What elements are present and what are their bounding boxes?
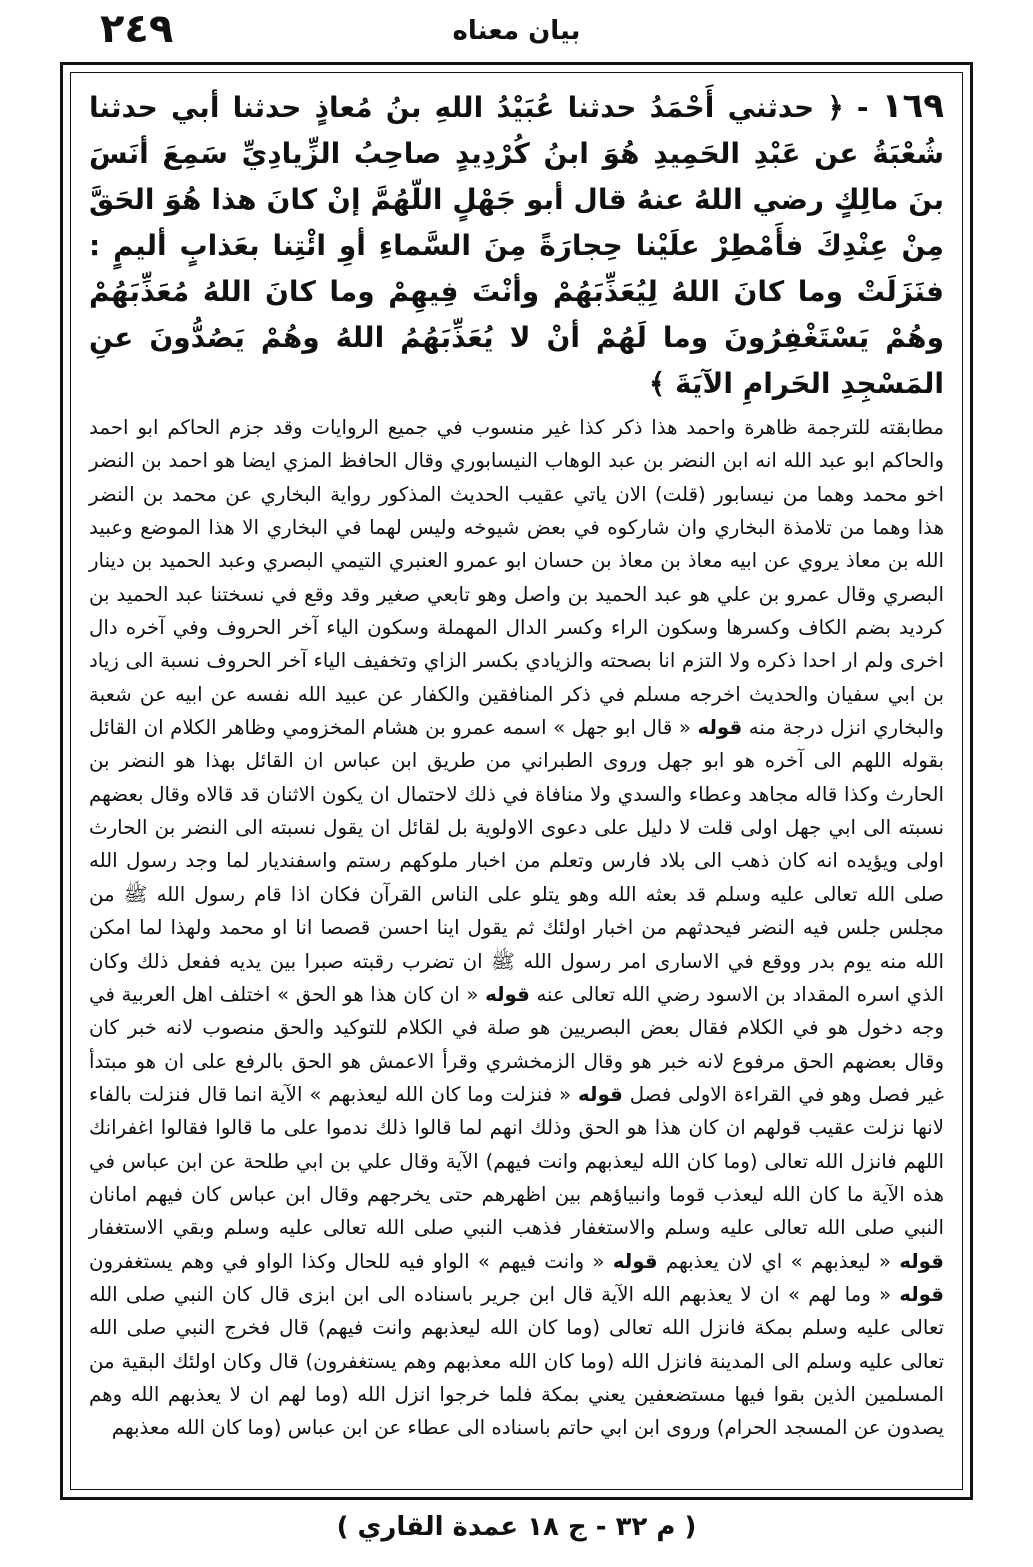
qawluhu-label: قوله bbox=[578, 1082, 623, 1106]
qawluhu-label: قوله bbox=[899, 1282, 944, 1306]
commentary-paragraph: مطابقته للترجمة ظاهرة واحمد هذا ذكر كذا غير منسوب في جميع الروايات وقد جزم الحاكم ابو احمد والحاكم ابو عبد الله انه ابن النضر بن عبد الوهاب النيسابوري وقال الحافظ المزي ايضا هو احمد بن النضر اخو محمد وهما من نيسابور (قلت) الان ياتي عقيب الحديث المذكور رواية البخاري عن محمد بن النضر هذا وهما من تلامذة البخاري وان شاركوه في بعض شيوخه وليس لهما في البخاري الا هذا الموضع وعبيد الله بن معاذ يروي عن ابيه معاذ بن معاذ بن حسان ابو عمرو العنبري التيمي البصري وعبد الحميد بن دينار البصري وقال عمرو بن علي هو عبد الحميد بن واصل وهو تابعي صغير وقد وقع في نسختنا عبد الحميد بن كرديد بضم الكاف وكسرها وسكون الراء وكسر الدال المهملة وسكون الياء آخر الحروف وفي آخره دال اخرى ولم ار احدا ذكره ولا التزم انا بصحته والزيادي بكسر الزاي وتخفيف الياء آخر الحروف نسبة الى زياد بن ابي سفيان والحديث اخرجه مسلم في ذكر المنافقين والكفار عن عبيد الله نفسه عن ابيه عن شعبة والبخاري انزل درجة منه bbox=[89, 416, 944, 740]
commentary-paragraph: انما قال فنزلت بالفاء لانها نزلت عقيب قولهم ان كان هذا هو الحق وذلك انهم لما قالوا ذلك ندموا على ما قالوا فقالوا اغفرانك اللهم فانزل الله تعالى (وما كان الله ليعذبهم وانت فيهم) الآية وقال علي بن ابي طلحة عن ابن عباس في هذه الآية ما كان الله ليعذب قوما وانبياؤهم بين اظهرهم حتى يخرجهم وقال ابن عباس كان فيهم امانان النبي صلى الله تعالى عليه وسلم والاستغفار فذهب النبي صلى الله تعالى عليه وسلم وبقي الاستغفار bbox=[89, 1082, 944, 1240]
commentary-paragraph: اسمه عمرو بن هشام المخزومي وظاهر الكلام ان القائل بقوله اللهم الى آخره هو ابو جهل وروى الطبراني من طريق ابن عباس ان القائل بهذا هو النضر بن الحارث وكذا قاله مجاهد وعطاء والسدي ولا منافاة في ذلك لاحتمال ان يكون الاثنان قد قالاه وقال بعضهم نسبته الى ابي جهل اولى قلت لا دليل على دعوى الاولوية بل لقائل ان يقول نسبته الى النضر بن الحارث اولى ويؤيده انه كان ذهب الى بلاد فارس وتعلم من اخبار ملوكهم رستم واسفنديار لما وجد رسول الله صلى الله تعالى عليه وسلم قد بعثه الله وهو يتلو على الناس القرآن فكان اذا قام رسول الله ﷺ من مجلس جلس فيه النضر فيحدثهم من اخبار اولئك ثم يقول اينا احسن قصصا انا او محمد ولهذا لما امكن الله منه يوم بدر ووقع في الاسارى امر رسول الله ﷺ ان تضرب رقبته صبرا بين يديه ففعل ذلك وكان الذي اسره المقداد بن الاسود رضي الله تعالى عنه bbox=[89, 716, 944, 1006]
page-header bbox=[40, 6, 993, 56]
qawluhu-label: قوله bbox=[612, 1249, 658, 1273]
running-title: بيان معناه bbox=[452, 16, 581, 46]
signature-mark: ( م ٣٢ - ج ١٨ عمدة القاري ) bbox=[336, 1512, 697, 1542]
lemma: « قال ابو جهل » bbox=[553, 716, 691, 740]
page-border bbox=[60, 62, 973, 1500]
lemma: « فنزلت وما كان الله ليعذبهم » الآية bbox=[269, 1082, 572, 1106]
commentary-paragraph: ان لا يعذبهم الله الآية قال ابن جرير باسناده الى ابن ابزى قال كان النبي صلى الله تعالى عليه وسلم بمكة فانزل الله تعالى (وما كان الله ليعذبهم وانت فيهم) قال فخرج النبي صلى الله تعالى عليه وسلم الى المدينة فانزل الله (وما كان الله معذبهم وهم يستغفرون) قال وكان اولئك البقية من المسلمين الذين بقوا فيها مستضعفين يعني بمكة فلما خرجوا انزل الله (وما لهم ان لا يعذبهم الله وهم يصدون عن المسجد الحرام) وروى ابن ابي حاتم باسناده الى عطاء عن ابن عباس (وما كان الله معذبهم bbox=[89, 1282, 944, 1440]
commentary-paragraph: الواو فيه للحال وكذا الواو في وهم يستغفرون bbox=[89, 1249, 470, 1273]
lemma: « ان كان هذا هو الحق » bbox=[277, 982, 479, 1006]
commentary-paragraph: اي لان يعذبهم bbox=[665, 1249, 783, 1273]
qawluhu-label: قوله bbox=[697, 716, 743, 740]
commentary-paragraph: اختلف اهل العربية في وجه دخول هو في الكلام فقال بعض البصريين هو صلة في الكلام للتوكيد والحق منصوب لانه خبر كان وقال بعضهم الحق مرفوع لانه خبر هو وقال الزمخشري وقرأ الاعمش هو الحق بالرفع على ان هو مبتدأ غير فصل وهو في القراءة الاولى فصل bbox=[89, 982, 944, 1106]
lemma: « ليعذبهم » bbox=[790, 1249, 891, 1273]
hadith-dash: - bbox=[843, 91, 882, 124]
lemma: « وما لهم » bbox=[787, 1282, 892, 1306]
hadith-opening-bracket: ﴿ bbox=[827, 91, 844, 124]
hadith-number: ١٦٩ bbox=[881, 86, 944, 126]
qawluhu-label: قوله bbox=[899, 1249, 944, 1273]
hadith-body: أَحْمَدُ حدثنا عُبَيْدُ اللهِ بنُ مُعاذٍ حدثنا أبي حدثنا شُعْبَةُ عن عَبْدِ الحَمِيدِ هُوَ ابنُ كُرْدِيدٍ صاحِبُ الزِّيادِيِّ سَمِعَ أنَسَ بنَ مالِكٍ رضي اللهُ عنهُ قال أبو جَهْلٍ اللّهُمَّ إنْ كانَ هذا هُوَ الحَقَّ مِنْ عِنْدِكَ فأَمْطِرْ علَيْنا حِجارَةً مِنَ السَّماءِ أوِ ائْتِنا بعَذابٍ أليمٍ : فنَزَلَتْ وما كانَ اللهُ لِيُعَذِّبَهُمْ وأنْتَ فِيهِمْ وما كانَ اللهُ مُعَذِّبَهُمْ وهُمْ يَسْتَغْفِرُونَ وما لَهُمْ أنْ لا يُعَذِّبَهُمُ اللهُ وهُمْ يَصُدُّونَ عنِ المَسْجِدِ الحَرامِ الآيَةَ bbox=[89, 91, 944, 400]
qawluhu-label: قوله bbox=[485, 982, 530, 1006]
text-body bbox=[89, 83, 944, 1487]
hadith-text bbox=[89, 83, 944, 407]
page-number: ٢٤٩ bbox=[100, 6, 174, 52]
commentary bbox=[89, 411, 944, 1445]
lemma: « وانت فيهم » bbox=[477, 1249, 605, 1273]
hadith-closing-bracket: ﴾ bbox=[648, 367, 666, 400]
narration-word: حدثني bbox=[727, 91, 815, 124]
